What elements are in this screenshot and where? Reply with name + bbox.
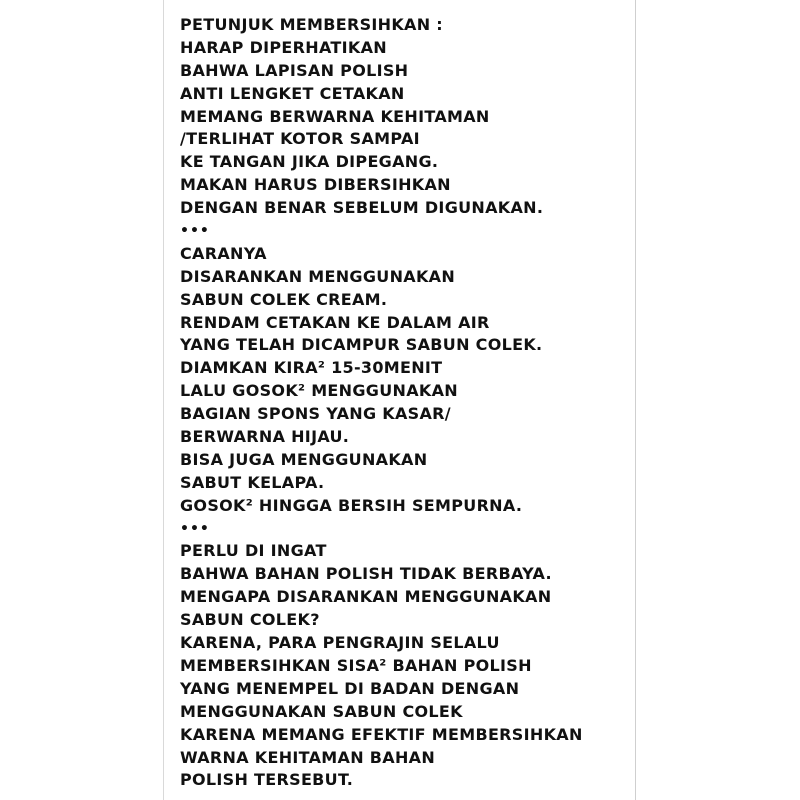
text-line: SABUN COLEK CREAM. <box>180 289 388 309</box>
text-line: MEMBERSIHKAN SISA² BAHAN POLISH <box>180 655 532 675</box>
text-line: HARAP DIPERHATIKAN <box>180 37 387 57</box>
text-line: BAHWA LAPISAN POLISH <box>180 60 409 80</box>
text-line: RENDAM CETAKAN KE DALAM AIR <box>180 312 490 332</box>
text-line: BAHWA BAHAN POLISH TIDAK BERBAYA. <box>180 564 552 584</box>
heading-cleaning-instructions: PETUNJUK MEMBERSIHKAN : <box>180 15 443 34</box>
instruction-text <box>180 14 630 792</box>
text-line: MAKAN HARUS DIBERSIHKAN <box>180 175 451 195</box>
text-line: DISARANKAN MENGGUNAKAN <box>180 266 456 286</box>
text-line: YANG TELAH DICAMPUR SABUN COLEK. <box>180 335 543 355</box>
text-line: GOSOK² HINGGA BERSIH SEMPURNA. <box>180 495 523 515</box>
text-line: DIAMKAN KIRA² 15-30MENIT <box>180 358 443 378</box>
text-line: POLISH TERSEBUT. <box>180 770 354 790</box>
heading-method: CARANYA <box>180 243 267 263</box>
heading-remember: PERLU DI INGAT <box>180 541 327 561</box>
text-line: BISA JUGA MENGGUNAKAN <box>180 449 428 469</box>
text-line: /TERLIHAT KOTOR SAMPAI <box>180 129 420 149</box>
text-line: MENGGUNAKAN SABUN COLEK <box>180 701 463 721</box>
text-line: ANTI LENGKET CETAKAN <box>180 83 405 103</box>
section-divider: ••• <box>180 223 210 240</box>
text-line: KARENA, PARA PENGRAJIN SELALU <box>180 633 500 653</box>
text-line: LALU GOSOK² MENGGUNAKAN <box>180 381 458 401</box>
text-line: MEMANG BERWARNA KEHITAMAN <box>180 106 490 126</box>
text-line: YANG MENEMPEL DI BADAN DENGAN <box>180 678 520 698</box>
text-line: SABUN COLEK? <box>180 610 320 630</box>
text-line: SABUT KELAPA. <box>180 472 325 492</box>
text-line: MENGAPA DISARANKAN MENGGUNAKAN <box>180 587 552 607</box>
text-line: BERWARNA HIJAU. <box>180 427 350 447</box>
text-line: KE TANGAN JIKA DIPEGANG. <box>180 152 439 172</box>
text-line: BAGIAN SPONS YANG KASAR/ <box>180 404 451 424</box>
text-line: DENGAN BENAR SEBELUM DIGUNAKAN. <box>180 198 544 218</box>
text-line: WARNA KEHITAMAN BAHAN <box>180 747 436 767</box>
text-line: KARENA MEMANG EFEKTIF MEMBERSIHKAN <box>180 724 583 744</box>
section-divider: ••• <box>180 520 210 537</box>
